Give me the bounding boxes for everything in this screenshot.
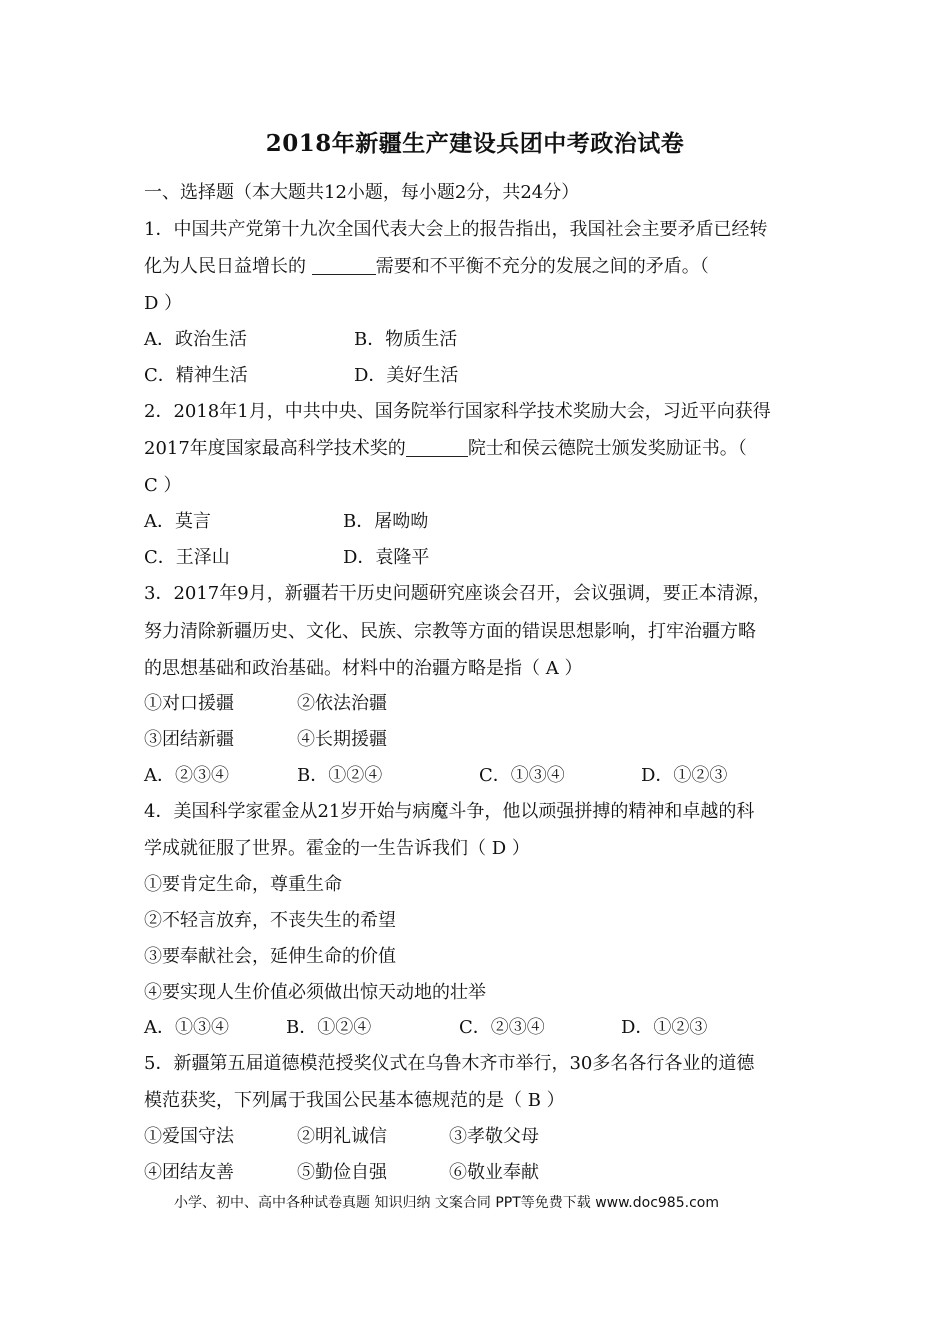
q2-option-c: C．王泽山 — [144, 547, 230, 568]
q2-stem-line1: 2．2018年1月，中共中央、国务院举行国家科学技术奖励大会，习近平向获得 — [144, 401, 771, 422]
q1-answer: D ） — [144, 293, 183, 314]
q2-option-d: D．袁隆平 — [343, 547, 430, 568]
q4-stem-line1: 4．美国科学家霍金从21岁开始与病魔斗争，他以顽强拼搏的精神和卓越的科 — [144, 801, 755, 822]
q4-stem-line2: 学成就征服了世界。霍金的一生告诉我们（ D ） — [144, 838, 530, 859]
q1-option-d: D．美好生活 — [354, 365, 459, 386]
q1-option-b: B．物质生活 — [354, 329, 458, 350]
q1-stem-line1: 1．中国共产党第十九次全国代表大会上的报告指出，我国社会主要矛盾已经转 — [144, 219, 768, 240]
q4-option-a: A．①③④ — [144, 1017, 229, 1038]
q4-item-4: ④要实现人生价值必须做出惊天动地的壮举 — [144, 982, 486, 1003]
q5-item-3: ③孝敬父母 — [449, 1126, 539, 1147]
q3-option-a: A．②③④ — [144, 765, 229, 786]
q4-item-3: ③要奉献社会，延伸生命的价值 — [144, 946, 396, 967]
page-title: 2018年新疆生产建设兵团中考政治试卷 — [265, 130, 685, 157]
q5-stem-line2: 模范获奖，下列属于我国公民基本德规范的是（ B ） — [144, 1090, 565, 1111]
q3-option-d: D．①②③ — [641, 765, 728, 786]
q3-stem-line3: 的思想基础和政治基础。材料中的治疆方略是指（ A ） — [144, 658, 583, 679]
q2-answer: C ） — [144, 475, 182, 496]
q1-stem-pre: 化为人民日益增长的 — [144, 256, 312, 277]
q1-answer-blank — [312, 256, 376, 275]
q3-item-3: ③团结新疆 — [144, 729, 234, 750]
q3-option-b: B．①②④ — [297, 765, 383, 786]
q2-answer-blank — [406, 438, 468, 457]
q1-option-a: A．政治生活 — [144, 329, 247, 350]
q3-item-4: ④长期援疆 — [297, 729, 387, 750]
q5-stem-line1: 5．新疆第五届道德模范授奖仪式在乌鲁木齐市举行，30多名各行各业的道德 — [144, 1053, 755, 1074]
q5-item-4: ④团结友善 — [144, 1162, 234, 1183]
q2-stem-line2 — [144, 437, 747, 461]
q4-item-1: ①要肯定生命，尊重生命 — [144, 874, 342, 895]
q2-stem-pre: 2017年度国家最高科学技术奖的 — [144, 438, 406, 459]
q3-option-c: C．①③④ — [479, 765, 565, 786]
q3-item-2: ②依法治疆 — [297, 693, 387, 714]
q3-item-1: ①对口援疆 — [144, 693, 234, 714]
q5-item-2: ②明礼诚信 — [297, 1126, 387, 1147]
section-heading: 一、选择题（本大题共12小题，每小题2分，共24分） — [144, 182, 580, 203]
q1-stem-post: 需要和不平衡不充分的发展之间的矛盾。（ — [375, 256, 709, 277]
q5-item-1: ①爱国守法 — [144, 1126, 234, 1147]
page-footer: 小学、初中、高中各种试卷真题 知识归纳 文案合同 PPT等免费下载 www.doc985.com — [174, 1195, 719, 1211]
q4-option-b: B．①②④ — [286, 1017, 372, 1038]
q3-stem-line2: 努力清除新疆历史、文化、民族、宗教等方面的错误思想影响，打牢治疆方略 — [144, 621, 756, 642]
q2-option-b: B．屠呦呦 — [343, 511, 429, 532]
q2-option-a: A．莫言 — [144, 511, 211, 532]
q5-item-6: ⑥敬业奉献 — [449, 1162, 539, 1183]
q4-item-2: ②不轻言放弃，不丧失生的希望 — [144, 910, 396, 931]
q4-option-c: C．②③④ — [459, 1017, 545, 1038]
q5-item-5: ⑤勤俭自强 — [297, 1162, 387, 1183]
q4-option-d: D．①②③ — [621, 1017, 708, 1038]
q3-stem-line1: 3．2017年9月，新疆若干历史问题研究座谈会召开，会议强调，要正本清源， — [144, 583, 771, 604]
q1-stem-line2 — [144, 255, 709, 279]
q1-option-c: C．精神生活 — [144, 365, 248, 386]
q2-stem-post: 院士和侯云德院士颁发奖励证书。（ — [467, 438, 747, 459]
